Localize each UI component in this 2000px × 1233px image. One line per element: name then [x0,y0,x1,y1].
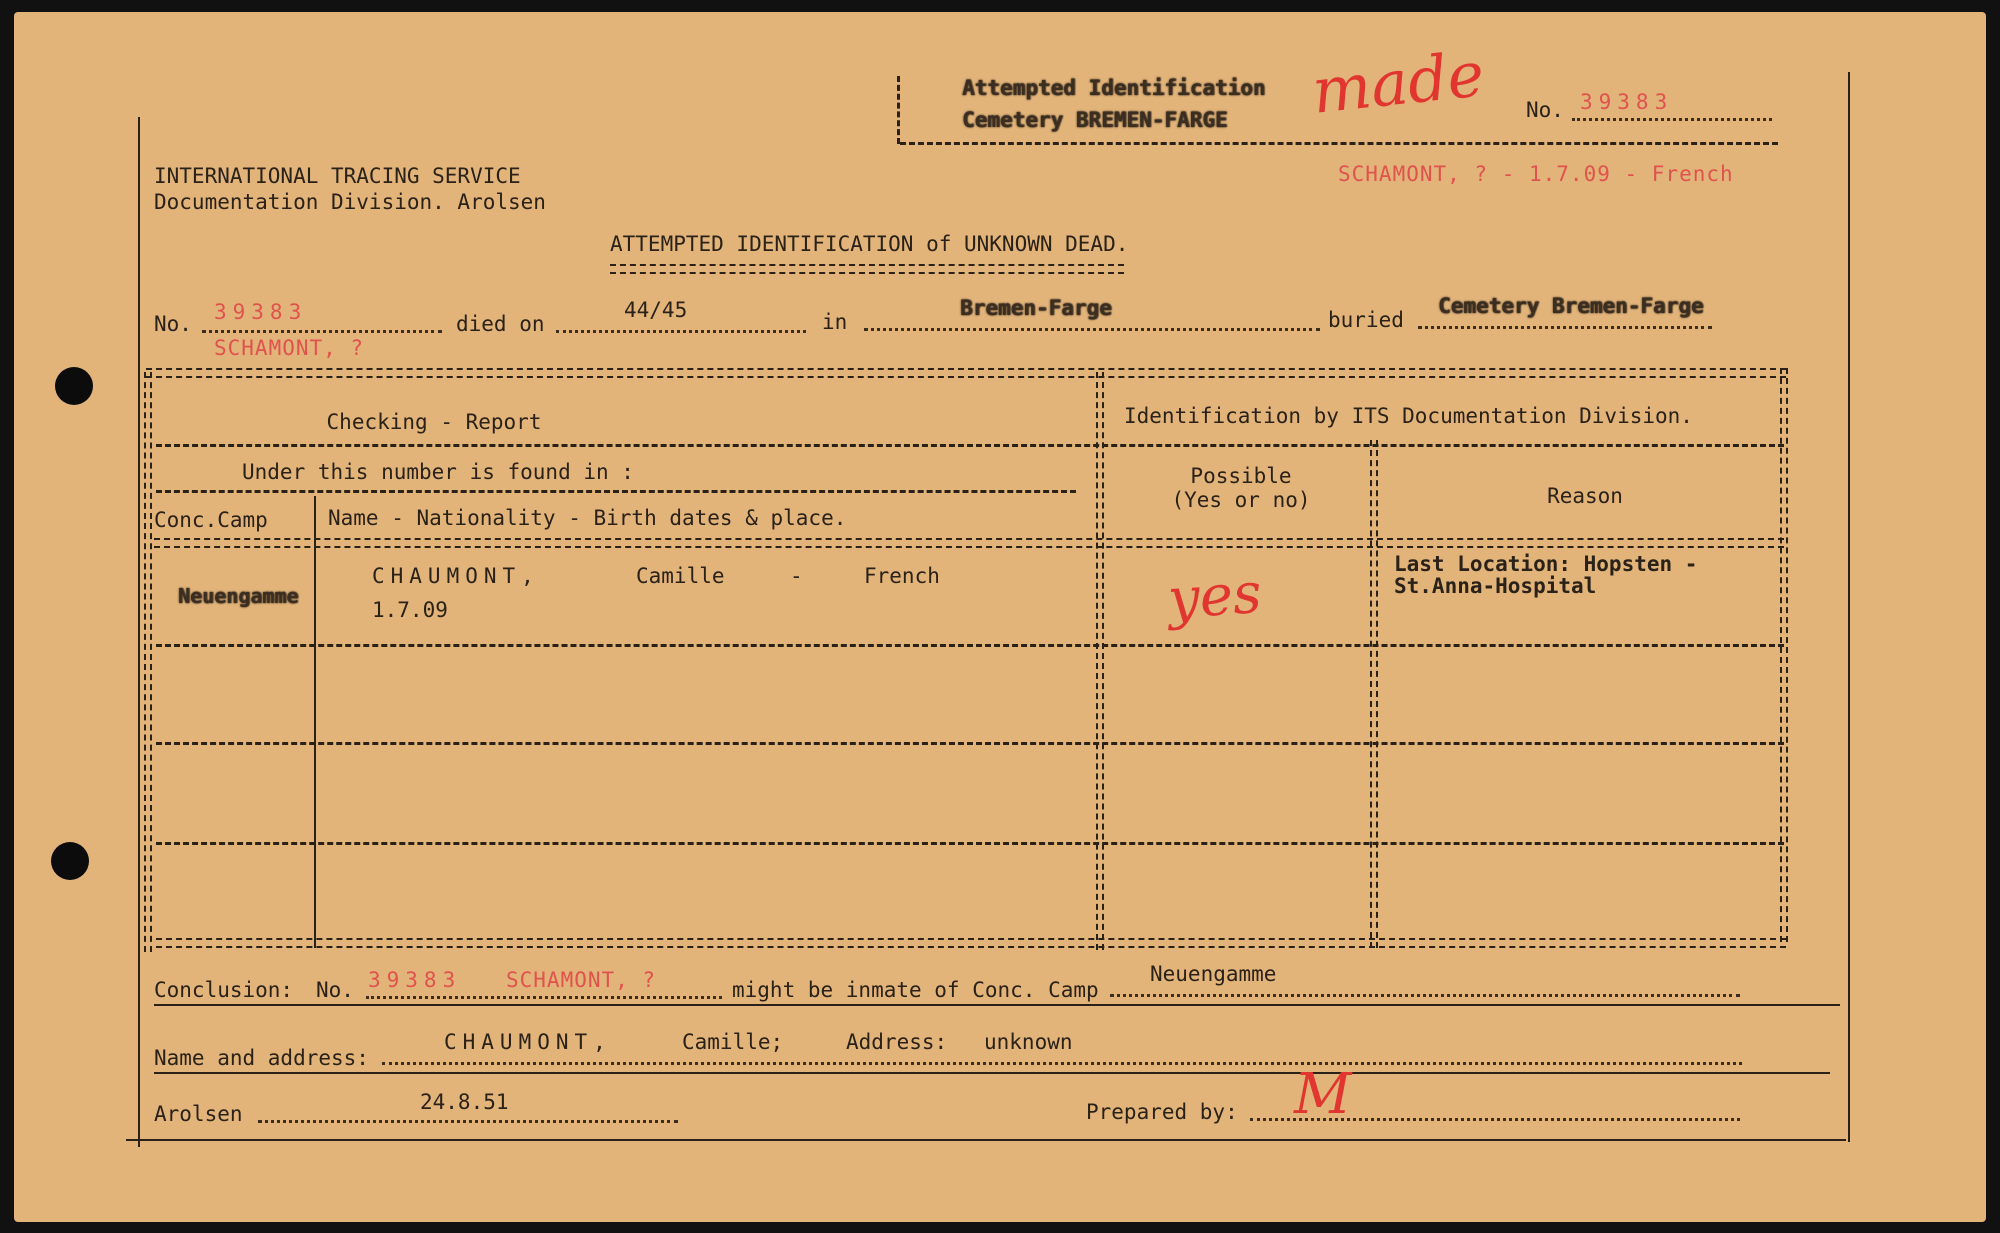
col-possible-header-1: Possible [1190,464,1292,488]
buried-label: buried [1328,308,1404,332]
column-header-rule [154,538,1784,548]
in-dots [864,328,1320,331]
conclusion-rule [154,1004,1840,1006]
row-rule-2 [156,742,1784,745]
in-value: Bremen-Farge [960,296,1112,320]
row-nationality: French [864,564,940,588]
row-possible-handwritten: yes [1165,560,1264,633]
row-reason-line-2: St.Anna-Hospital [1394,574,1597,598]
died-label: died on [456,312,545,336]
frame-right-line [1848,72,1850,1142]
header-number-label: No. [1526,98,1564,122]
buried-dots [1418,326,1712,329]
row-reason-line-1: Last Location: Hopsten - [1394,552,1698,576]
table-right-border [1780,368,1788,942]
found-in-text: Under this number is found in : [242,460,634,484]
table-heading-rule [156,444,1784,447]
stamp-bracket [897,76,900,144]
org-line-2: Documentation Division. Arolsen [154,190,546,214]
col-reason-header: Reason [1547,484,1623,508]
record-no-label: No. [154,312,192,336]
checking-report-heading: Checking - Report [326,410,542,434]
record-no-dots [202,330,442,333]
conclusion-label: Conclusion: [154,978,294,1002]
title-underline [610,264,1124,274]
org-line-1: INTERNATIONAL TRACING SERVICE [154,164,521,188]
header-number: 39383 [1580,90,1674,114]
col-name-header: Name - Nationality - Birth dates & place. [328,506,847,530]
conclusion-name-red: SCHAMONT, ? [506,968,657,992]
col-camp-header: Conc.Camp [154,508,268,532]
table-left-border [144,372,152,952]
died-value: 44/45 [624,298,688,322]
footer-place: Arolsen [154,1102,243,1126]
row-rule-3 [156,842,1784,845]
frame-left-line [138,117,140,1147]
record-no-value: 39383 [214,300,308,324]
footer-date: 24.8.51 [420,1090,509,1114]
header-number-dots [1572,118,1772,121]
conclusion-inmate-text: might be inmate of Conc. Camp [732,978,1099,1002]
name-address-surname: CHAUMONT, [444,1030,612,1054]
document-card [14,12,1986,1222]
stamp-line-2: Cemetery BREMEN-FARGE [962,108,1228,132]
page-title: ATTEMPTED IDENTIFICATION of UNKNOWN DEAD. [610,232,1129,256]
conclusion-no-value: 39383 [368,968,462,992]
row-surname: CHAUMONT, [372,564,540,588]
address-value: unknown [984,1030,1073,1054]
handwritten-made: made [1308,37,1488,128]
row-rule-1 [156,644,1784,647]
table-top-border [146,368,1786,378]
found-in-rule [156,490,1076,493]
prepared-by-label: Prepared by: [1086,1100,1238,1124]
name-address-label: Name and address: [154,1046,369,1070]
conclusion-no-dots [366,996,722,999]
buried-value: Cemetery Bremen-Farge [1438,294,1704,318]
header-red-line: SCHAMONT, ? - 1.7.09 - French [1338,162,1734,186]
address-label: Address: [846,1030,948,1054]
prepared-by-initials: M [1294,1062,1352,1127]
punch-hole-top [55,367,93,405]
stamp-underline [900,142,1778,145]
row-dash: - [790,564,803,588]
in-label: in [822,310,848,334]
identification-heading: Identification by ITS Documentation Division. [1124,404,1693,428]
record-name-red: SCHAMONT, ? [214,336,365,360]
stamp-line-1: Attempted Identification [962,76,1266,100]
conclusion-camp-dots [1110,994,1740,997]
name-address-rule [154,1072,1830,1074]
col-possible-header-2: (Yes or no) [1171,488,1311,512]
punch-hole-bottom [51,842,89,880]
name-address-dots [382,1062,1742,1065]
name-address-first-name: Camille; [682,1030,784,1054]
frame-bottom-line [126,1139,1846,1141]
table-divider-possible [1370,440,1378,948]
conclusion-camp: Neuengamme [1150,962,1277,986]
died-dots [556,330,806,333]
table-bottom-border [156,938,1786,948]
table-divider-main [1096,372,1104,950]
row-camp: Neuengamme [178,584,299,608]
row-birth-date: 1.7.09 [372,598,448,622]
conclusion-no-label: No. [316,978,354,1002]
table-divider-camp [314,496,316,948]
row-first-name: Camille [636,564,725,588]
footer-date-dots [258,1120,678,1123]
